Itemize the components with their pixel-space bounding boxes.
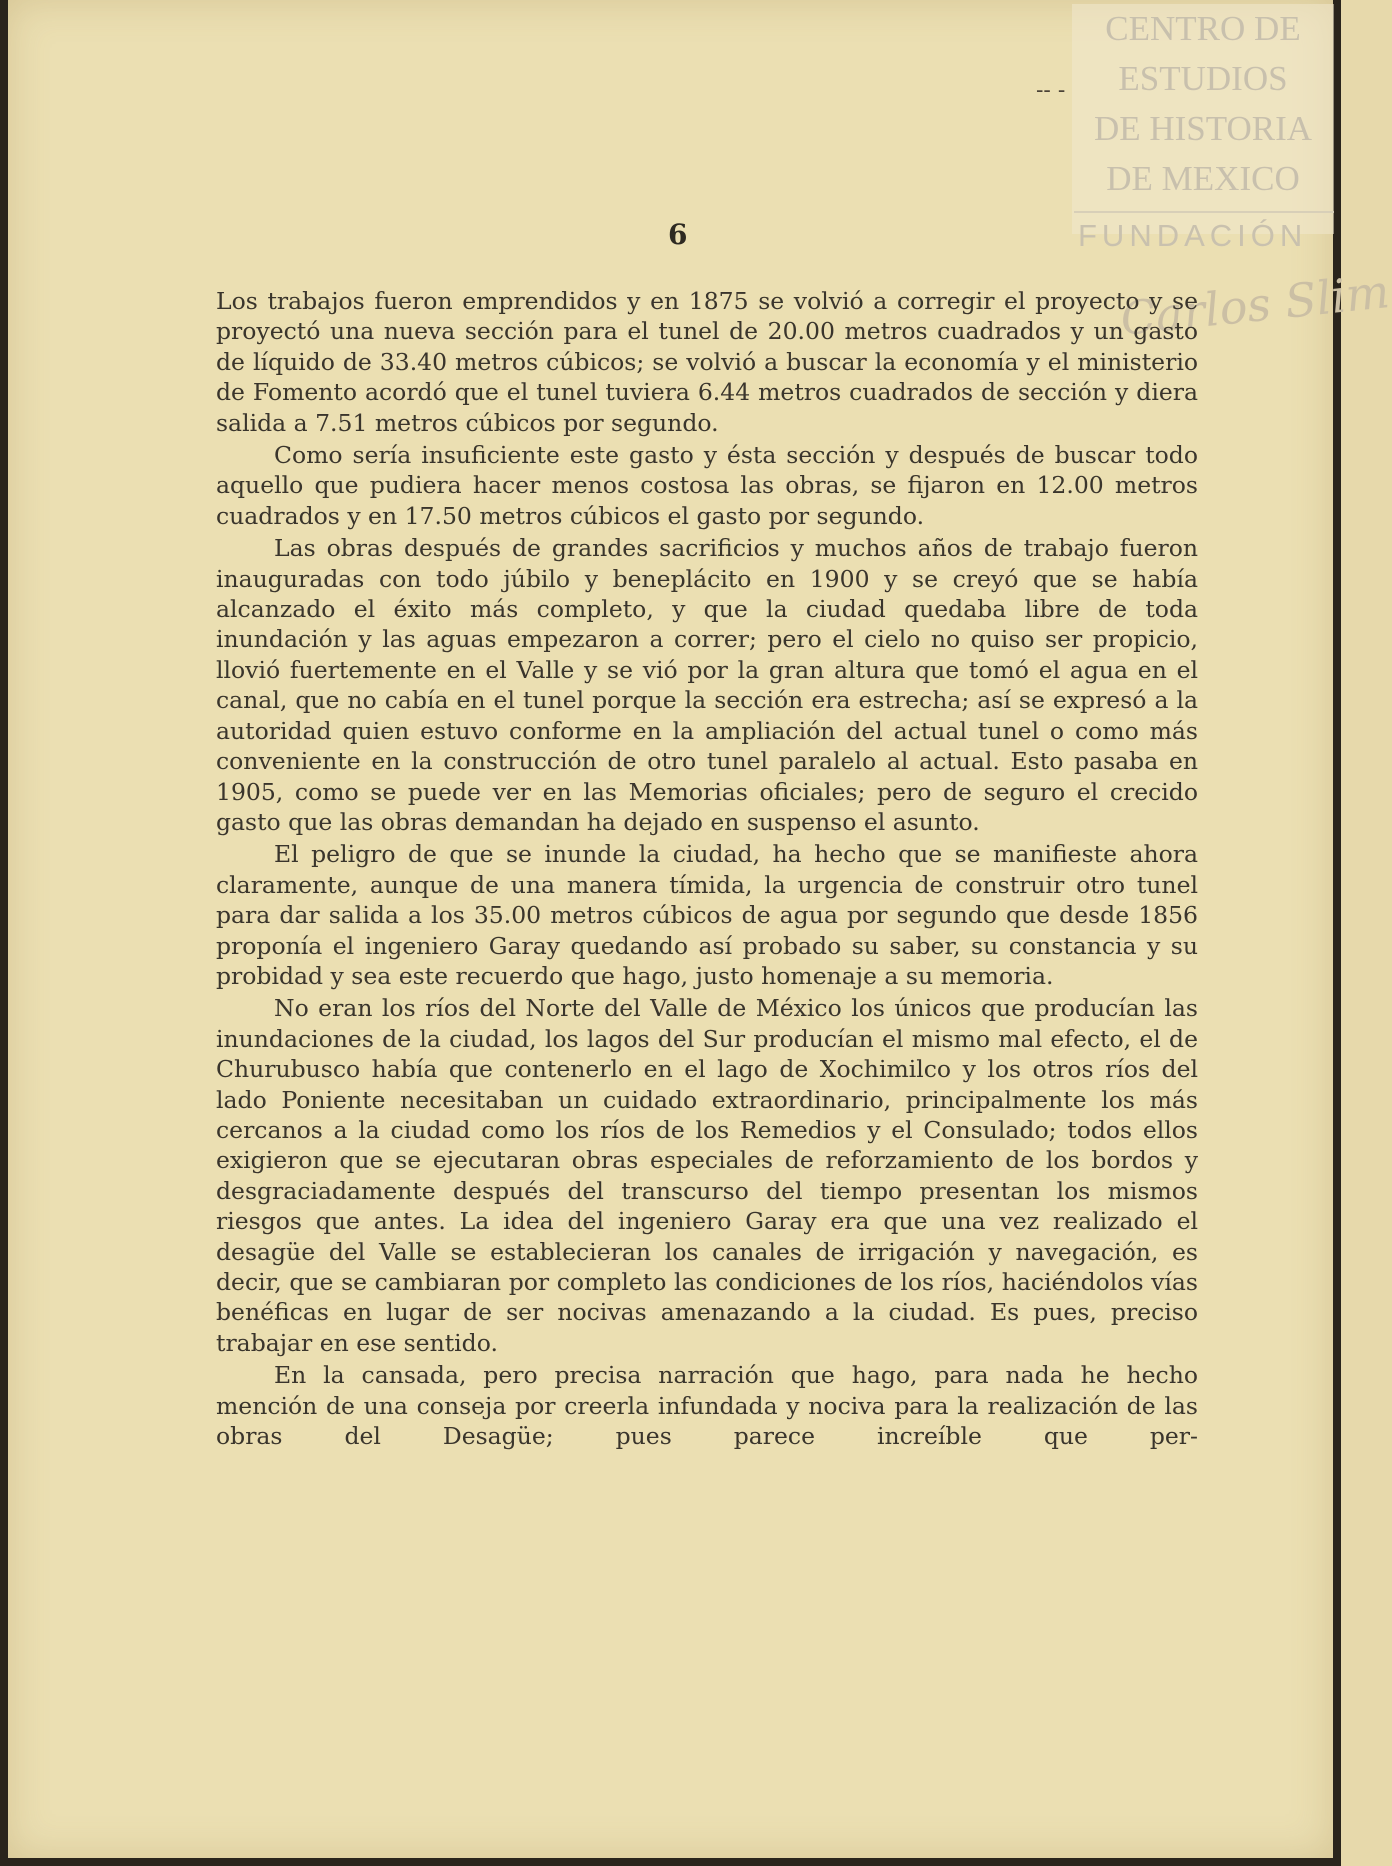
paragraph: Los trabajos fueron emprendidos y en 1875 se volvió a corregir el proyecto y se proyectó una nueva sección para el tunel de 20.00 metros cuadrados y un gasto de líquido de 33.40 metros cúbicos; se volvió a buscar la economía y el ministerio de Fomento acordó que el tunel tuviera 6.44 metros cuadrados de sección y diera salida a 7.51 metros cúbicos por segundo. <box>216 287 1198 437</box>
print-marks: -- - <box>1036 78 1066 103</box>
watermark-signature: Carlos Slim <box>1117 264 1392 346</box>
page-number: 6 <box>668 218 688 251</box>
paragraph: Como sería insuficiente este gasto y ésta sección y después de buscar todo aquello que pudiera hacer menos costosa las obras, se fijaron en 12.00 metros cuadrados y en 17.50 metros cúbicos el gasto por segundo. <box>216 441 1198 530</box>
paragraph: El peligro de que se inunde la ciudad, ha hecho que se manifieste ahora claramente, aunque de una manera tímida, la urgencia de construir otro tunel para dar salida a los 35.00 metros cúbicos de agua por segundo que desde 1856 proponía el ingeniero Garay quedando así probado su saber, su constancia y su probidad y sea este recuerdo que hago, justo homenaje a su memoria. <box>216 840 1198 990</box>
watermark-line: CENTRO DE <box>1105 9 1301 48</box>
watermark-line: ESTUDIOS <box>1118 59 1288 98</box>
paragraph: En la cansada, pero precisa narración que hago, para nada he hecho mención de una conseja por creerla infundada y nociva para la realización de las obras del Desagüe; pues parece increíble que per- <box>216 1361 1198 1451</box>
archive-watermark <box>1072 4 1334 234</box>
watermark-line: DE MEXICO <box>1106 159 1300 198</box>
paragraph: Las obras después de grandes sacrificios y muchos años de trabajo fueron inauguradas con todo júbilo y beneplácito en 1900 y se creyó que se había alcanzado el éxito más completo, y que la ciudad quedaba libre de toda inundación y las aguas empezaron a correr; pero el cielo no quiso ser propicio, llovió fuertemente en el Valle y se vió por la gran altura que tomó el agua en el canal, que no cabía en el tunel porque la sección era estrecha; así se expresó a la autoridad quien estuvo conforme en la ampliación del actual tunel o como más conveniente en la construcción de otro tunel paralelo al actual. Esto pasaba en 1905, como se puede ver en las Memorias oficiales; pero de seguro el crecido gasto que las obras demandan ha dejado en suspenso el asunto. <box>216 534 1198 836</box>
paragraph: No eran los ríos del Norte del Valle de México los únicos que producían las inundaciones de la ciudad, los lagos del Sur producían el mismo mal efecto, el de Churubusco había que contenerlo en el lago de Xochimilco y los otros ríos del lado Poniente necesitaban un cuidado extraordinario, principalmente los más cercanos a la ciudad como los ríos de los Remedios y el Consulado; todos ellos exigieron que se ejecutaran obras especiales de reforzamiento de los bordos y desgraciadamente después del transcurso del tiempo presentan los mismos riesgos que antes. La idea del ingeniero Garay era que una vez realizado el desagüe del Valle se establecieran los canales de irrigación y navegación, es decir, que se cambiaran por completo las condiciones de los ríos, haciéndolos vías benéficas en lugar de ser nocivas amenazando a la ciudad. Es pues, preciso trabajar en ese sentido. <box>216 994 1198 1357</box>
watermark-foundation: FUNDACIÓN <box>1078 218 1308 253</box>
watermark-line: DE HISTORIA <box>1093 109 1313 148</box>
body-text <box>216 286 1198 1453</box>
watermark-divider <box>1074 211 1334 213</box>
